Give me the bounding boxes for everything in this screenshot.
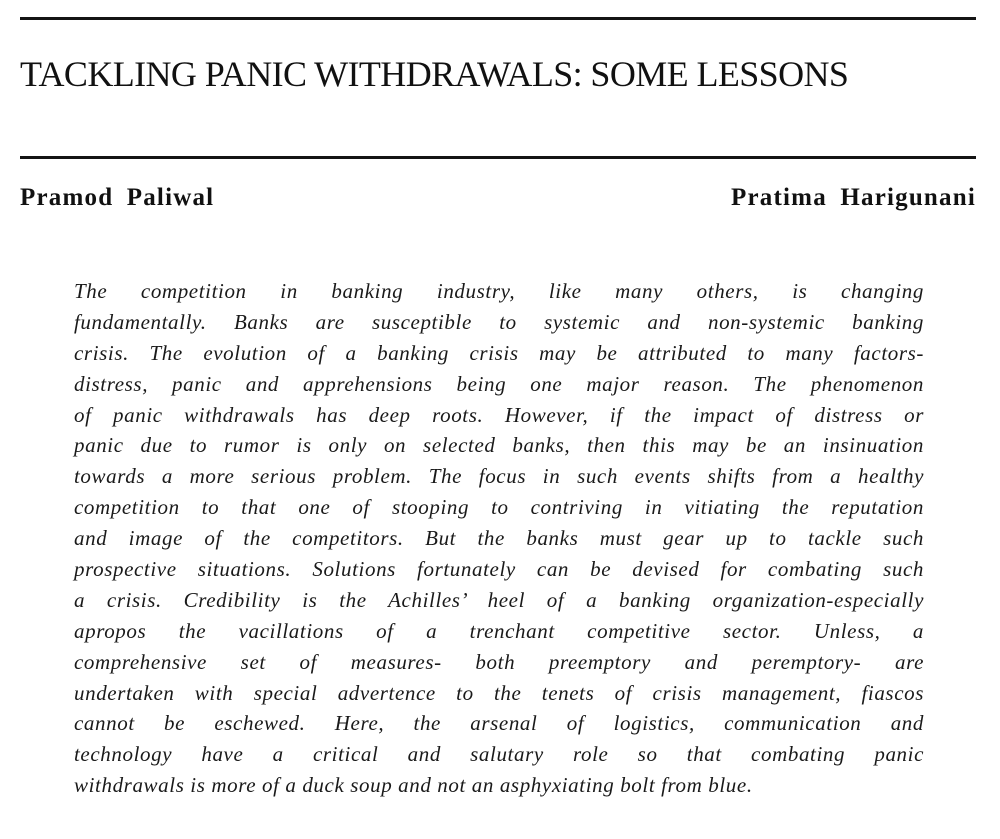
abstract-line: technology have a critical and salutary role so that combating panic bbox=[74, 742, 924, 767]
abstract-line: apropos the vacillations of a trenchant competitive sector. Unless, a bbox=[74, 618, 924, 643]
abstract-line: prospective situations. Solutions fortunately can be devised for combating such bbox=[74, 557, 924, 582]
abstract-line: withdrawals is more of a duck soup and not an asphyxiating bolt from blue. bbox=[74, 773, 753, 798]
abstract-line: of panic withdrawals has deep roots. However, if the impact of distress or bbox=[74, 402, 924, 427]
abstract-line: a crisis. Credibility is the Achilles’ heel of a banking organization-especially bbox=[74, 587, 924, 612]
abstract-line: cannot be eschewed. Here, the arsenal of logistics, communication and bbox=[74, 711, 924, 736]
abstract-line: panic due to rumor is only on selected banks, then this may be an insinuation bbox=[74, 433, 924, 458]
abstract bbox=[74, 276, 924, 801]
top-rule bbox=[20, 17, 976, 20]
abstract-line: undertaken with special advertence to the tenets of crisis management, fiascos bbox=[74, 680, 924, 705]
author-name: Pramod Paliwal bbox=[20, 184, 215, 211]
abstract-line: The competition in banking industry, like many others, is changing bbox=[74, 279, 924, 303]
abstract-line: towards a more serious problem. The focus in such events shifts from a healthy bbox=[74, 464, 924, 489]
title-rule bbox=[20, 156, 976, 159]
author-name: Pratima Harigunani bbox=[731, 184, 976, 211]
abstract-line: competition to that one of stooping to contriving in vitiating the reputation bbox=[74, 495, 924, 520]
abstract-line: fundamentally. Banks are susceptible to systemic and non-systemic banking bbox=[74, 309, 924, 334]
abstract-line: distress, panic and apprehensions being one major reason. The phenomenon bbox=[74, 371, 924, 396]
article-title: TACKLING PANIC WITHDRAWALS: SOME LESSONS bbox=[20, 54, 849, 94]
abstract-line: crisis. The evolution of a banking crisis may be attributed to many factors- bbox=[74, 340, 924, 365]
abstract-line: comprehensive set of measures- both preemptory and peremptory- are bbox=[74, 649, 924, 674]
abstract-line: and image of the competitors. But the banks must gear up to tackle such bbox=[74, 526, 924, 551]
